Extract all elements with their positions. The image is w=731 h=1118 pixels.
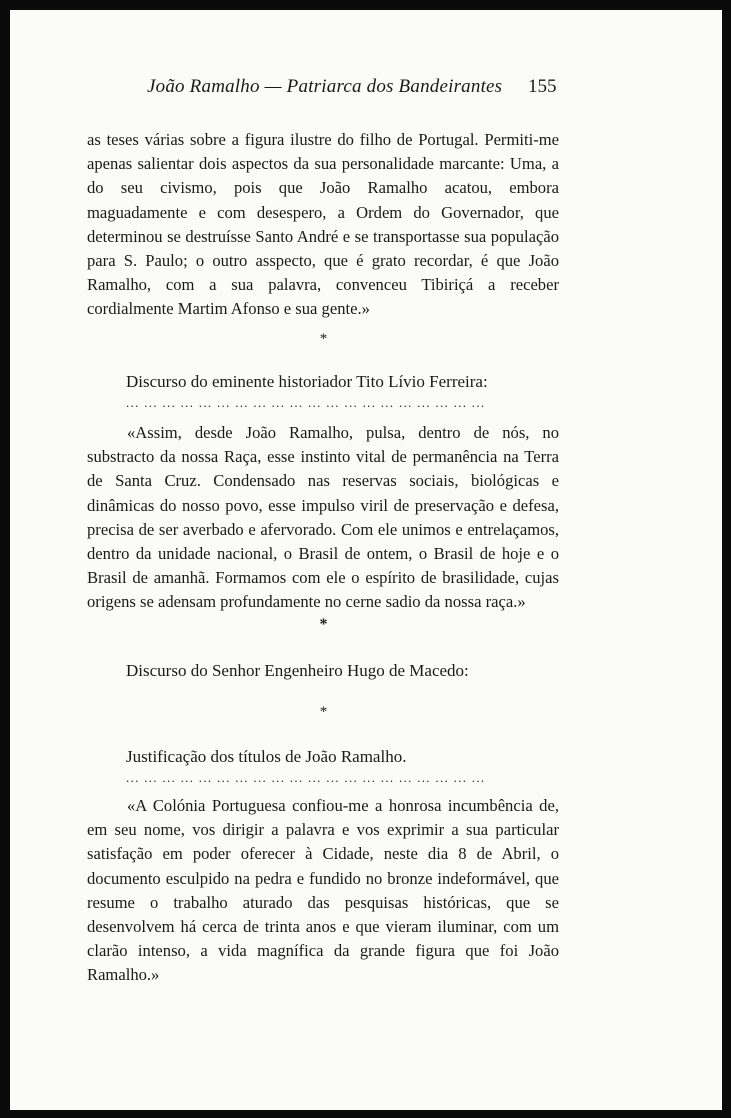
section-separator-3: *: [319, 704, 328, 720]
section-separator-1: *: [319, 331, 328, 347]
speech-heading-tito-livio: Discurso do eminente historiador Tito Lívio Ferreira:: [126, 372, 488, 391]
page-header: [10, 76, 722, 106]
paragraph-3: «A Colónia Portuguesa confiou-me a honrosa incumbência de, em seu nome, vos dirigir a palavra e vos exprimir a sua particular satisfação em poder oferecer à Cidade, neste dia 8 de Abril, o documento esculpido na pedra e fundido no bronze indeformável, que resume o trabalho aturado das pesquisas históricas, que se desenvolvem há cerca de trinta anos e que vieram iluminar, com um clarão intenso, a vida magnífica da grande figura que foi João Ramalho.»: [87, 796, 559, 985]
paragraph-continuation: [87, 128, 559, 322]
ellipsis-row-1: ... ... ... ... ... ... ... ... ... ... ... ... ... ... ... ... ... ... ... ...: [126, 395, 486, 410]
running-title: João Ramalho — Patriarca dos Bandeirantes: [147, 76, 503, 97]
quote-block-1: [87, 421, 559, 615]
paragraph-1: as teses várias sobre a figura ilustre do filho de Portugal. Permiti-me apenas salientar dois aspectos da sua personalidade marcante: Uma, a do seu civismo, pois que João Ramalho acatou, embora maguadamente e com desespero, a Ordem do Governador, que determinou se destruísse Santo André e se transportasse sua população para S. Paulo; o outro asspecto, que é grato recordar, é que João Ramalho, com a sua palavra, convenceu Tibiriçá a receber cordialmente Martim Afonso e sua gente.»: [87, 130, 559, 319]
section-heading-justificacao: Justificação dos títulos de João Ramalho.: [126, 747, 407, 766]
ellipsis-row-2: ... ... ... ... ... ... ... ... ... ... ... ... ... ... ... ... ... ... ... ...: [126, 770, 486, 785]
paragraph-2: «Assim, desde João Ramalho, pulsa, dentro de nós, no substracto da nossa Raça, esse instinto vital de permanência na Terra de Santa Cruz. Condensado nas reservas sociais, biológicas e dinâmicas do nosso povo, esse impulso viril de preservação e defesa, precisa de ser averbado e afervorado. Com ele unimos e entrelaçamos, dentro da unidade nacional, o Brasil de ontem, o Brasil de hoje e o Brasil de amanhã. Formamos com ele o espírito de brasilidade, cujas origens se adensam profundamente no cerne sadio da nossa raça.»: [87, 423, 559, 612]
section-separator-2: *: [319, 616, 328, 633]
speech-heading-hugo-macedo: Discurso do Senhor Engenheiro Hugo de Macedo:: [126, 661, 469, 680]
book-page: [10, 10, 722, 1110]
page-number: 155: [528, 76, 557, 97]
quote-block-2: [87, 794, 559, 988]
